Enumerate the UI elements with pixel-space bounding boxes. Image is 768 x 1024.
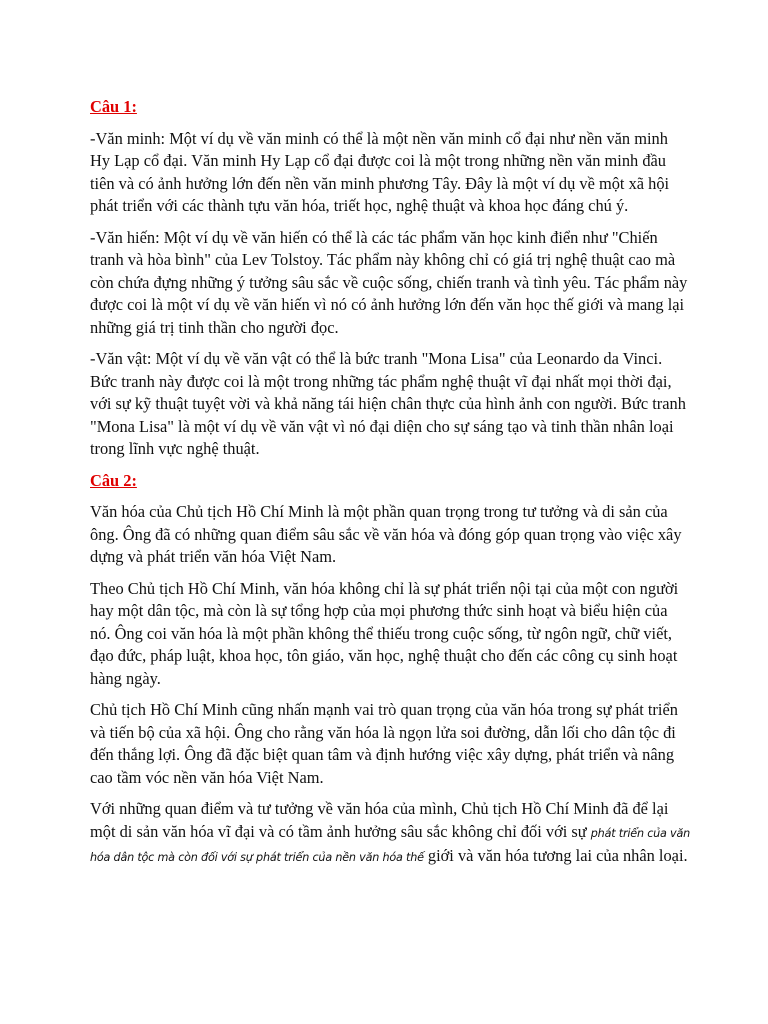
paragraph-van-vat: -Văn vật: Một ví dụ về văn vật có thể là bức tranh "Mona Lisa" của Leonardo da Vinci. Bức tranh này được coi là một trong những tác phẩm nghệ thuật vĩ đại nhất mọi thời đại, với sự kỹ thuật tuyệt vời và khả năng tái hiện chân thực của hình ảnh con người. Bức tranh "Mona Lisa" là một ví dụ về văn vật vì nó đại diện cho sự sáng tạo và tinh thần nhân loại trong lĩnh vực nghệ thuật. bbox=[90, 349, 686, 458]
legacy-inline-small-text: phát triển của văn hóa dân tộc mà còn đối với sự phát triển của nền văn hóa thế bbox=[90, 826, 691, 864]
paragraph-van-hien: -Văn hiến: Một ví dụ về văn hiến có thể là các tác phẩm văn học kinh điển như "Chiến tranh và hòa bình" của Lev Tolstoy. Tác phẩm này không chỉ có giá trị nghệ thuật cao mà còn chứa đựng những ý tưởng sâu sắc về cuộc sống, chiến tranh và tình yêu. Tác phẩm này được coi là một ví dụ về văn hiến vì nó có ảnh hưởng lớn đến văn học thế giới và mang lại những giá trị tinh thần cho người đọc. bbox=[90, 227, 688, 337]
document-page bbox=[90, 96, 690, 879]
paragraph-van-minh: -Văn minh: Một ví dụ về văn minh có thể là một nền văn minh cổ đại như nền văn minh Hy Lạp cổ đại. Văn minh Hy Lạp cổ đại được coi là một trong những nền văn minh đầu tiên và có ảnh hưởng lớn đến nền văn minh phương Tây. Đây là một ví dụ về một xã hội phát triển với các thành tựu văn hóa, triết học, nghệ thuật và khoa học đáng chú ý. bbox=[90, 128, 670, 215]
section-heading-cau-1: Câu 1: bbox=[90, 97, 137, 116]
paragraph-van-hoa-role: Chủ tịch Hồ Chí Minh cũng nhấn mạnh vai trò quan trọng của văn hóa trong sự phát triển và tiến bộ của xã hội. Ông cho rằng văn hóa là ngọn lửa soi đường, dẫn lối cho dân tộc đi đến thắng lợi. Ông đã đặc biệt quan tâm và định hướng việc xây dựng, phát triển và nâng cao tầm vóc nền văn hóa Việt Nam. bbox=[90, 700, 678, 787]
legacy-text-start: Với những quan điểm và tư tưởng về văn hóa của mình, Chủ tịch Hồ Chí Minh đã để lại một di sản văn hóa vĩ đại và có tầm ảnh hưởng sâu sắc không chỉ đối với sự bbox=[90, 799, 669, 841]
paragraph-van-hoa-legacy bbox=[90, 798, 690, 870]
legacy-text-end: giới và văn hóa tương lai của nhân loại. bbox=[423, 846, 688, 865]
paragraph-van-hoa-definition: Theo Chủ tịch Hồ Chí Minh, văn hóa không chỉ là sự phát triển nội tại của một con người hay một dân tộc, mà còn là sự tổng hợp của mọi phương thức sinh hoạt và biểu hiện của nó. Ông coi văn hóa là một phần không thể thiếu trong cuộc sống, từ ngôn ngữ, chữ viết, đạo đức, pháp luật, khoa học, tôn giáo, văn học, nghệ thuật cho đến các công cụ sinh hoạt hàng ngày. bbox=[90, 578, 679, 688]
section-heading-cau-2: Câu 2: bbox=[90, 470, 137, 490]
paragraph-van-hoa-intro: Văn hóa của Chủ tịch Hồ Chí Minh là một phần quan trọng trong tư tưởng và di sản của ông. Ông đã có những quan điểm sâu sắc về văn hóa và đóng góp quan trọng vào việc xây dựng và phát triển văn hóa Việt Nam. bbox=[90, 502, 682, 566]
